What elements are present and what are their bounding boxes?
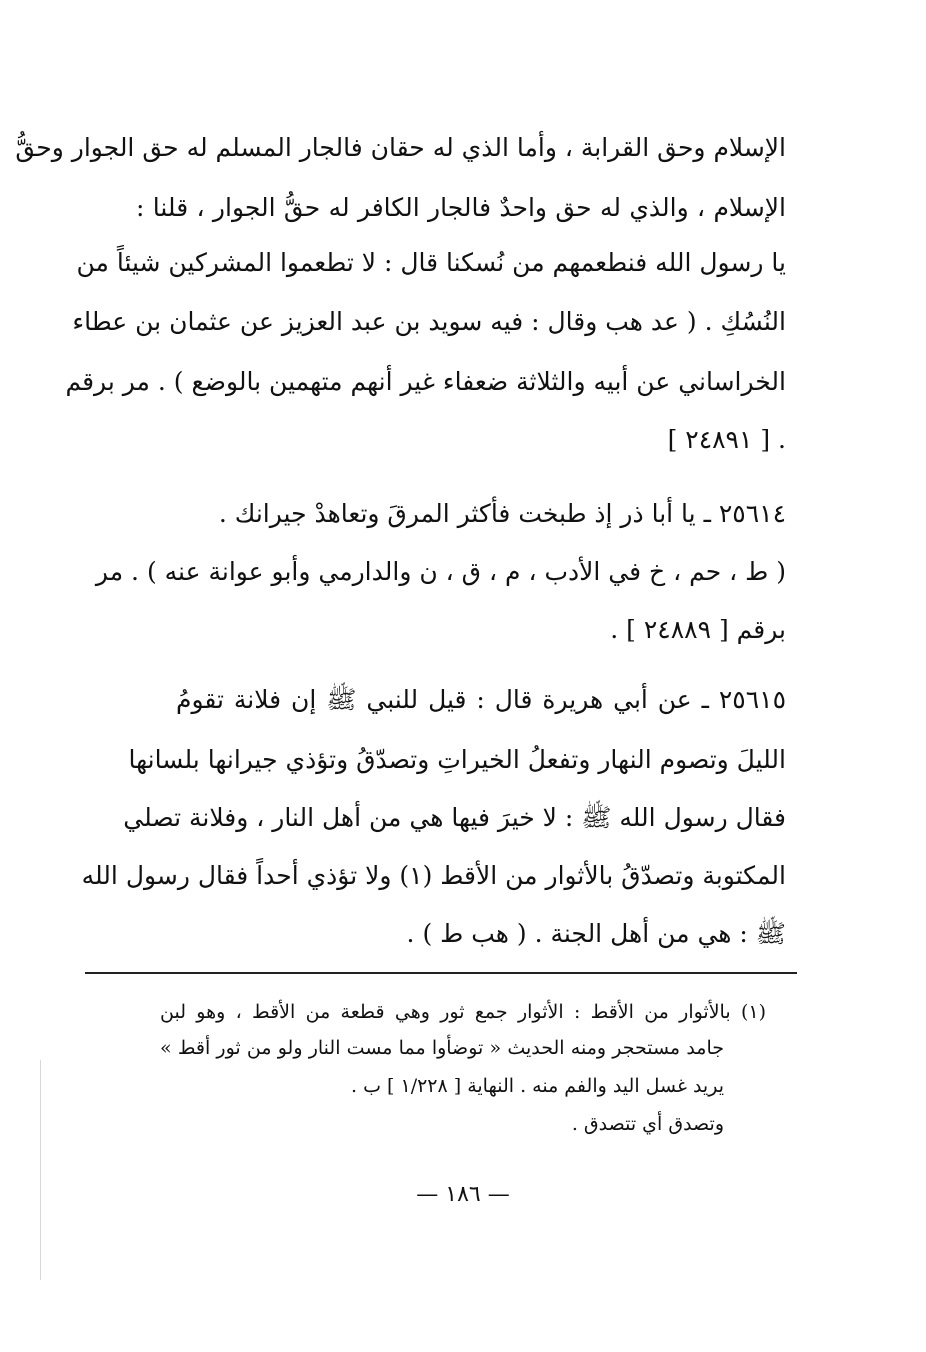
footnote-divider (85, 972, 797, 974)
text-line: الإسلام وحق القرابة ، وأما الذي له حقان فالجار المسلم له حق الجوار وحقُّ (15, 133, 786, 162)
text-line: النُسُكِ . ( عد هب وقال : فيه سويد بن عبد العزيز عن عثمان بن عطاء (72, 307, 786, 336)
hadith-line-25615: ٢٥٦١٥ ـ عن أبي هريرة قال : قيل للنبي ﷺ إن فلانة تقومُ (176, 685, 786, 714)
text-line: ﷺ : هي من أهل الجنة . ( هب ط ) . (406, 919, 786, 948)
footnote-line: جامد مستحجر ومنه الحديث « توضأوا مما مست النار ولو من ثور أقط » (160, 1037, 724, 1059)
text-line: الليلَ وتصوم النهار وتفعلُ الخيراتِ وتصدّقُ وتؤذي جيرانها بلسانها (128, 745, 786, 774)
text-line: يا رسول الله فنطعمهم من نُسكنا قال : لا تطعموا المشركين شيئاً من (76, 248, 786, 277)
scan-margin-line (40, 1060, 41, 1280)
text-line: برقم [ ٢٤٨٨٩ ] . (610, 615, 786, 644)
footnote-line: (١) بالأثوار من الأقط : الأثوار جمع ثور وهي قطعة من الأقط ، وهو لبن (160, 1001, 766, 1023)
footnote-line: وتصدق أي تتصدق . (571, 1113, 724, 1135)
footnote-line: يريد غسل اليد والفم منه . النهاية [ ١/٢٢٨ ] ب . (351, 1075, 724, 1097)
text-line: [ ٢٤٨٩١ ] . (667, 425, 786, 454)
text-line: المكتوبة وتصدّقُ بالأثوار من الأقط (١) ولا تؤذي أحداً فقال رسول الله (81, 861, 786, 890)
text-line: الإسلام ، والذي له حق واحدٌ فالجار الكافر له حقُّ الجوار ، قلنا : (136, 193, 786, 222)
text-line: الخراساني عن أبيه والثلاثة ضعفاء غير أنهم متهمين بالوضع ) . مر برقم (65, 367, 786, 396)
text-line: فقال رسول الله ﷺ : لا خيرَ فيها هي من أهل النار ، وفلانة تصلي (123, 803, 786, 832)
page-number: — ١٨٦ — (416, 1182, 510, 1207)
hadith-line-25614: ٢٥٦١٤ ـ يا أبا ذر إذ طبخت فأكثر المرقَ وتعاهدْ جيرانك . (218, 499, 786, 528)
text-line: ( ط ، حم ، خ في الأدب ، م ، ق ، ن والدارمي وأبو عوانة عنه ) . مر (95, 557, 786, 586)
